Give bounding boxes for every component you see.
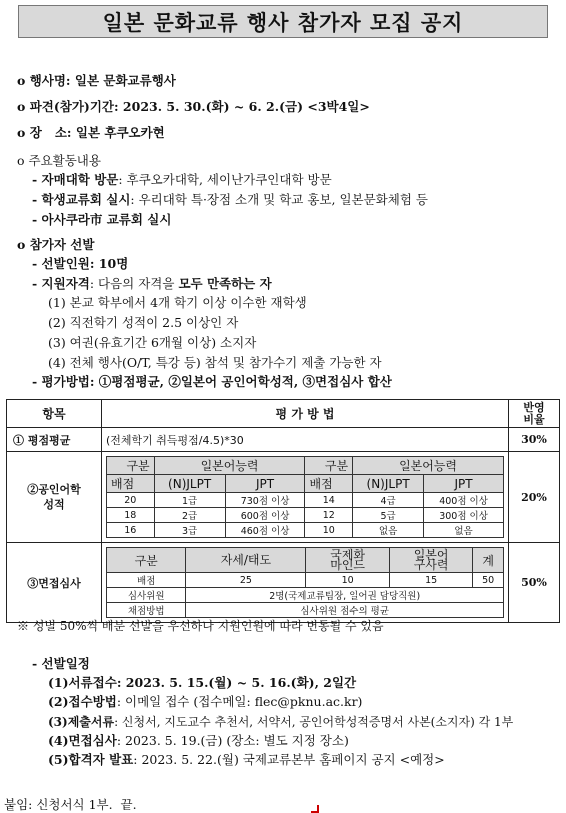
schedule-label: (2)접수방법 (48, 694, 117, 709)
row-lang-weight: 20% (509, 452, 560, 543)
selection-header: ο 참가자 선발 (17, 237, 95, 252)
lang-score: 16 (107, 523, 155, 538)
lang-jpt: 600점 이상 (225, 508, 305, 523)
period (17, 99, 370, 115)
schedule-label: (3)제출서류 (48, 715, 115, 729)
row-gpa-item: ① 평점평균 (7, 428, 102, 452)
activity-item (32, 212, 171, 228)
interview-head: 일본어 구사력 (389, 548, 472, 573)
row-lang-item: ②공인어학 성적 (7, 452, 102, 543)
row-lang-method (102, 452, 509, 543)
lang-score: 10 (305, 523, 353, 538)
lang-jlpt: 1급 (154, 493, 225, 508)
schedule-text: : 신청서, 지도교수 추천서, 서약서, 공인어학성적증명서 사본(소지자) 각 1부 (114, 715, 514, 729)
interview-score-table (106, 547, 504, 618)
col-item-header: 항목 (7, 400, 102, 428)
event-name (17, 73, 176, 89)
interview-head: 계 (473, 548, 504, 573)
qual-item: (4) 전체 행사(O/T, 특강 등) 참석 및 참가수기 제출 가능한 자 (48, 355, 382, 370)
lang-jpt: 730점 이상 (225, 493, 305, 508)
qual-label: - 지원자격 (32, 276, 90, 291)
lang-score: 18 (107, 508, 155, 523)
recruit-value: : 10명 (89, 256, 129, 271)
period-label: ο 파견(참가)기간 (17, 99, 114, 114)
event-name-label: ο 행사명 (17, 73, 66, 88)
schedule-header: - 선발일정 (32, 656, 90, 671)
qualification (32, 276, 272, 292)
committee-value: 2명(국제교류팀장, 일어권 담당직원) (186, 588, 504, 603)
lang-head-level: 일본어능력 (353, 457, 504, 475)
interview-score: 50 (473, 573, 504, 588)
activity-item (32, 172, 332, 188)
eval-text: : ①평점평균, ②일본어 공인어학성적, ③면접심사 합산 (89, 374, 392, 389)
lang-jlpt: 4급 (353, 493, 424, 508)
lang-jpt: 300점 이상 (424, 508, 504, 523)
eval-label: - 평가방법 (32, 374, 90, 389)
qual-bold: 모두 만족하는 자 (178, 276, 272, 291)
lang-head-level: 일본어능력 (154, 457, 305, 475)
row-interview-weight: 50% (509, 543, 560, 623)
lang-head-score: 배점 (305, 475, 353, 493)
committee-label: 심사위원 (107, 588, 186, 603)
schedule-label: (5)합격자 발표 (48, 752, 134, 767)
lang-score: 14 (305, 493, 353, 508)
schedule-item (48, 714, 513, 730)
evaluation-table (6, 399, 560, 623)
place (17, 125, 165, 141)
activity-label: - 자매대학 방문 (32, 172, 119, 187)
activity-label: - 아사쿠라市 교류회 실시 (32, 212, 172, 227)
col-weight-header: 반영 비율 (509, 400, 560, 428)
event-name-value: : 일본 문화교류행사 (65, 73, 176, 88)
page-title: 일본 문화교류 행사 참가자 모집 공지 (18, 5, 548, 38)
end-mark-icon (311, 805, 319, 813)
schedule-item (48, 752, 445, 768)
grading-value: 심사위원 점수의 평균 (186, 603, 504, 618)
lang-head-gubun: 구분 (305, 457, 353, 475)
interview-head: 국제화 마인드 (306, 548, 389, 573)
lang-head-gubun: 구분 (107, 457, 155, 475)
row-gpa-weight: 30% (509, 428, 560, 452)
place-label: ο 장 소 (17, 125, 67, 140)
activity-text: : 우리대학 특·장점 소개 및 학교 홍보, 일본문화체험 등 (130, 192, 428, 207)
lang-head-jpt: JPT (225, 475, 305, 493)
lang-head-score: 배점 (107, 475, 155, 493)
place-value: : 일본 후쿠오카현 (66, 125, 165, 140)
lang-jlpt: 3급 (154, 523, 225, 538)
schedule-text: : 2023. 5. 22.(월) 국제교류본부 홈페이지 공지 <예정> (133, 752, 445, 767)
activities-header: ο 주요활동내용 (17, 153, 101, 168)
qual-item: (3) 여권(유효기간 6개월 이상) 소지자 (48, 335, 257, 350)
interview-head: 구분 (107, 548, 186, 573)
lang-jlpt: 2급 (154, 508, 225, 523)
interview-head: 자세/태도 (186, 548, 306, 573)
eval-method (32, 374, 392, 390)
interview-score: 10 (306, 573, 389, 588)
interview-score: 15 (389, 573, 472, 588)
language-score-table (106, 456, 504, 538)
grading-label: 채점방법 (107, 603, 186, 618)
lang-head-jlpt: (N)JLPT (154, 475, 225, 493)
lang-jlpt: 없음 (353, 523, 424, 538)
schedule-label: (1)서류접수 (48, 675, 117, 690)
note: ※ 성별 50%씩 배분 선발을 우선하나 지원인원에 따라 변동될 수 있음 (17, 619, 384, 633)
lang-jpt: 없음 (424, 523, 504, 538)
activity-text: : 후쿠오카대학, 세이난가쿠인대학 방문 (118, 172, 332, 187)
lang-head-jlpt: (N)JLPT (353, 475, 424, 493)
qual-item: (1) 본교 학부에서 4개 학기 이상 이수한 재학생 (48, 295, 307, 310)
lang-jpt: 400점 이상 (424, 493, 504, 508)
recruit-label: - 선발인원 (32, 256, 90, 271)
schedule-text: : 2023. 5. 15.(월) ~ 5. 16.(화), 2일간 (116, 675, 357, 690)
qual-item: (2) 직전학기 성적이 2.5 이상인 자 (48, 315, 239, 330)
schedule-item (48, 675, 356, 691)
schedule-item (48, 733, 349, 749)
lang-jlpt: 5급 (353, 508, 424, 523)
activity-item (32, 192, 428, 208)
attachment: 붙임: 신청서식 1부. 끝. (4, 797, 137, 812)
qual-text: : 다음의 자격을 (89, 276, 179, 291)
lang-head-jpt: JPT (424, 475, 504, 493)
recruit-count (32, 256, 128, 272)
row-interview-item: ③면접심사 (7, 543, 102, 623)
schedule-label: (4)면접심사 (48, 733, 117, 748)
col-method-header: 평 가 방 법 (102, 400, 509, 428)
lang-jpt: 460점 이상 (225, 523, 305, 538)
activity-label: - 학생교류회 실시 (32, 192, 131, 207)
schedule-text: : 2023. 5. 19.(금) (장소: 별도 지정 장소) (116, 733, 349, 748)
lang-score: 12 (305, 508, 353, 523)
interview-score-label: 배점 (107, 573, 186, 588)
row-interview-method (102, 543, 509, 623)
interview-score: 25 (186, 573, 306, 588)
period-value: : 2023. 5. 30.(화) ~ 6. 2.(금) <3박4일> (113, 99, 370, 114)
row-gpa-method: (전체학기 취득평점/4.5)*30 (102, 428, 509, 452)
schedule-text: : 이메일 접수 (접수메일: flec@pknu.ac.kr) (116, 694, 363, 709)
schedule-item (48, 694, 362, 710)
lang-score: 20 (107, 493, 155, 508)
